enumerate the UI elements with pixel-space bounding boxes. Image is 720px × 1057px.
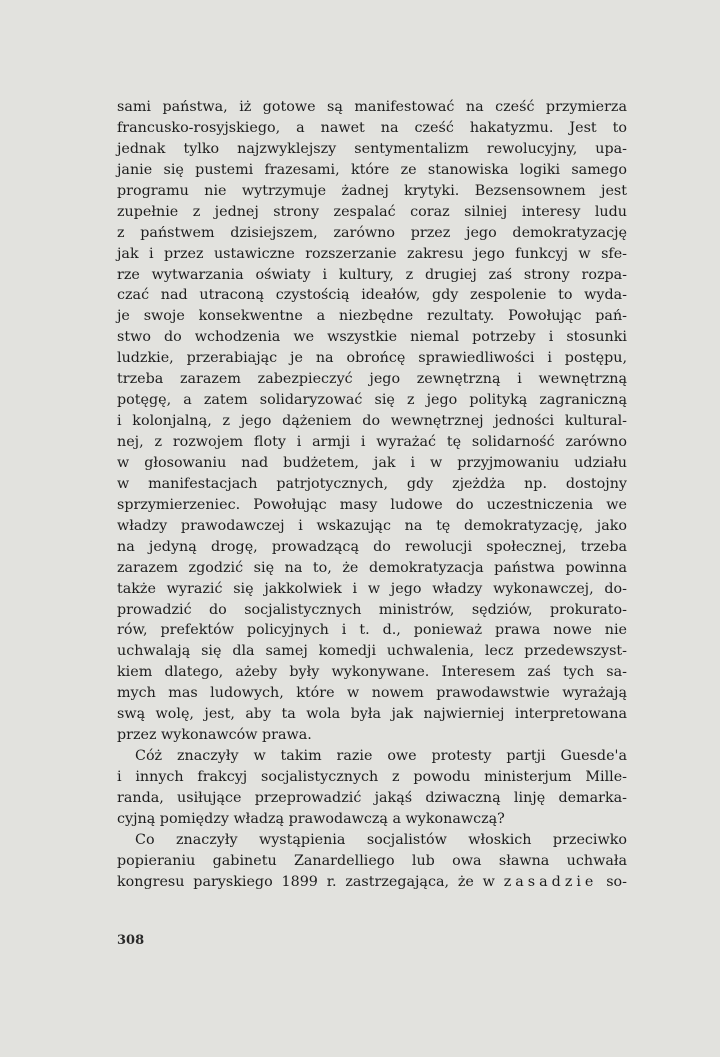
text-line: Cóż znaczyły w takim razie owe protesty partji Guesde'a <box>135 748 627 765</box>
text-line: i innych frakcyj socjalistycznych z powodu ministerjum Mille- <box>117 769 627 785</box>
text-line: sami państwa, iż gotowe są manifestować na cześć przymierza <box>117 99 627 115</box>
text-line: jak i przez ustawiczne rozszerzanie zakresu jego funkcyj w sfe- <box>117 245 627 262</box>
text-segment: kongresu paryskiego 1899 r. zastrzegająca, że w <box>117 873 495 890</box>
text-line: francusko-rosyjskiego, a nawet na cześć hakatyzmu. Jest to <box>117 119 627 136</box>
text-line: stwo do wchodzenia we wszystkie niemal potrzeby i stosunki <box>117 329 627 346</box>
text-line: w głosowaniu nad budżetem, jak i w przyjmowaniu udziału <box>117 454 627 471</box>
text-line: popieraniu gabinetu Zanardelliego lub owa sławna uchwała <box>117 852 627 869</box>
text-line: w manifestacjach patrjotycznych, gdy zjeżdża np. dostojny <box>117 475 627 492</box>
text-line: trzeba zarazem zabezpieczyć jego zewnętrzną i wewnętrzną <box>117 371 627 388</box>
text-line: zupełnie z jednej strony zespalać coraz silniej interesy ludu <box>117 203 627 220</box>
text-line: je swoje konsekwentne a niezbędne rezultaty. Powołując pań- <box>117 308 627 325</box>
paragraph-1 <box>117 97 627 746</box>
text-line: ludzkie, przerabiając je na obrońcę sprawiedliwości i postępu, <box>117 350 627 367</box>
text-line: jednak tylko najzwyklejszy sentymentalizm rewolucyjny, upa- <box>117 140 627 157</box>
text-line: cyjną pomiędzy władzą prawodawczą a wykonawczą? <box>117 810 505 827</box>
text-line: czać nad utraconą czystością ideałów, gdy zespolenie to wyda- <box>117 287 627 304</box>
spaced-emphasis: zasadzie <box>503 873 598 890</box>
text-line: i kolonjalną, z jego dążeniem do wewnętrznej jedności kultural- <box>117 413 627 430</box>
text-line: na jedyną drogę, prowadzącą do rewolucji społecznej, trzeba <box>117 538 627 555</box>
text-line: randa, usiłujące przeprowadzić jakąś dziwaczną linję demarka- <box>117 789 627 806</box>
text-line: Co znaczyły wystąpienia socjalistów włoskich przeciwko <box>135 831 627 848</box>
paragraph-2 <box>117 746 627 830</box>
text-line: prowadzić do socjalistycznych ministrów, sędziów, prokurato- <box>117 601 627 618</box>
text-line: programu nie wytrzymuje żadnej krytyki. Bezsensownem jest <box>117 182 627 199</box>
text-line: z państwem dzisiejszem, zarówno przez jego demokratyzację <box>117 224 627 241</box>
text-line: rów, prefektów policyjnych i t. d., ponieważ prawa nowe nie <box>117 622 627 639</box>
text-line: potęgę, a zatem solidaryzować się z jego polityką zagraniczną <box>117 392 627 409</box>
text-line: władzy prawodawczej i wskazując na tę demokratyzację, jako <box>117 517 627 534</box>
text-line: kiem dlatego, ażeby były wykonywane. Interesem zaś tych sa- <box>117 664 627 681</box>
text-line: rze wytwarzania oświaty i kultury, z drugiej zaś strony rozpa- <box>117 266 627 283</box>
body-text <box>117 97 627 893</box>
text-line: mych mas ludowych, które w nowem prawodawstwie wyrażają <box>117 685 627 702</box>
text-segment: so- <box>597 873 627 890</box>
paragraph-3 <box>117 830 627 893</box>
text-line: swą wolę, jest, aby ta wola była jak najwierniej interpretowana <box>117 706 627 723</box>
text-line: także wyrazić się jakkolwiek i w jego władzy wykonawczej, do- <box>117 580 627 597</box>
page-number: 308 <box>117 933 145 948</box>
text-line <box>117 872 627 893</box>
text-line: sprzymierzeniec. Powołując masy ludowe do uczestniczenia we <box>117 496 627 513</box>
text-line: nej, z rozwojem floty i armji i wyrażać tę solidarność zarówno <box>117 434 627 450</box>
text-line: zarazem zgodzić się na to, że demokratyzacja państwa powinna <box>117 559 627 576</box>
text-line: przez wykonawców prawa. <box>117 727 312 744</box>
text-line: uchwalają się dla samej komedji uchwalenia, lecz przedewszyst- <box>117 643 627 660</box>
text-line: janie się pustemi frazesami, które ze stanowiska logiki samego <box>117 161 627 178</box>
